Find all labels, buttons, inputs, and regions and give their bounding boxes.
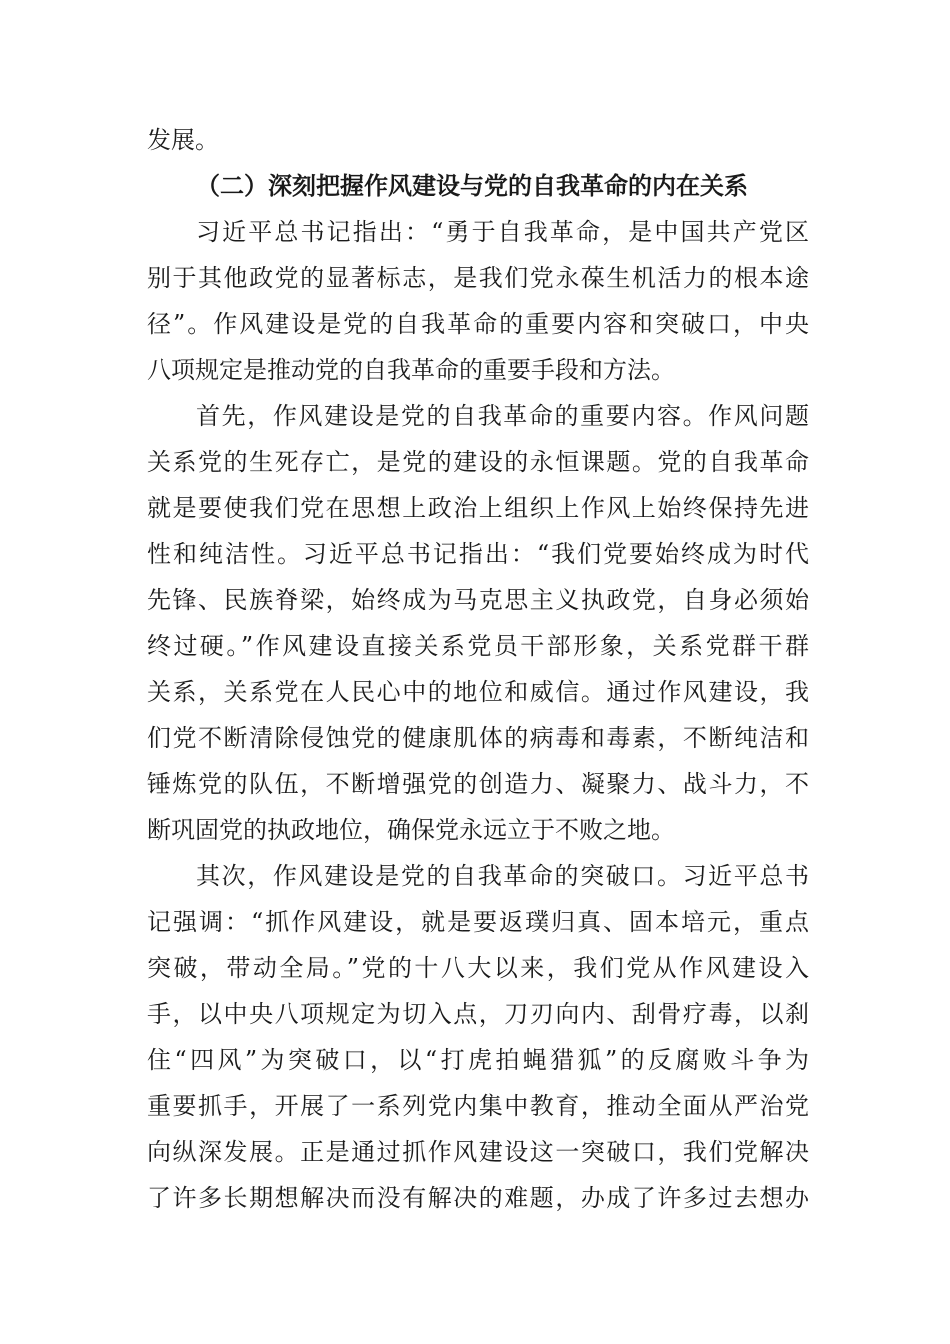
paragraph-line: 重要抓手，开展了一系列党内集中教育，推动全面从严治党: [147, 1092, 809, 1120]
section-heading: （二）深刻把握作风建设与党的自我革命的内在关系: [196, 171, 748, 200]
paragraph-line: 就是要使我们党在思想上政治上组织上作风上始终保持先进: [147, 494, 809, 522]
paragraph-line: 终过硬。”作风建设直接关系党员干部形象，关系党群干群: [147, 632, 809, 660]
paragraph-line: 首先，作风建设是党的自我革命的重要内容。作风问题: [196, 402, 809, 430]
paragraph-line: 向纵深发展。正是通过抓作风建设这一突破口，我们党解决: [147, 1138, 809, 1166]
paragraph-line: 八项规定是推动党的自我革命的重要手段和方法。: [147, 356, 675, 384]
paragraph-line: 断巩固党的执政地位，确保党永远立于不败之地。: [147, 816, 675, 844]
paragraph-line: 先锋、民族脊梁，始终成为马克思主义执政党，自身必须始: [147, 586, 809, 614]
paragraph-line: 突破，带动全局。”党的十八大以来，我们党从作风建设入: [147, 954, 809, 982]
paragraph-line: 关系，关系党在人民心中的地位和威信。通过作风建设，我: [147, 678, 809, 706]
paragraph-line: 了许多长期想解决而没有解决的难题，办成了许多过去想办: [147, 1184, 809, 1212]
paragraph-line: 径”。作风建设是党的自我革命的重要内容和突破口，中央: [147, 310, 809, 338]
paragraph-line: 别于其他政党的显著标志，是我们党永葆生机活力的根本途: [147, 264, 809, 292]
paragraph-line: 记强调：“抓作风建设，就是要返璞归真、固本培元，重点: [147, 908, 809, 936]
paragraph-line: 手，以中央八项规定为切入点，刀刃向内、刮骨疗毒，以刹: [147, 1000, 809, 1028]
paragraph-line: 们党不断清除侵蚀党的健康肌体的病毒和毒素，不断纯洁和: [147, 724, 809, 752]
paragraph-line: 习近平总书记指出：“勇于自我革命，是中国共产党区: [196, 218, 809, 246]
paragraph-line: 关系党的生死存亡，是党的建设的永恒课题。党的自我革命: [147, 448, 809, 476]
paragraph-line: 住“四风”为突破口，以“打虎拍蝇猎狐”的反腐败斗争为: [147, 1046, 809, 1074]
paragraph-line: 锤炼党的队伍，不断增强党的创造力、凝聚力、战斗力，不: [147, 770, 809, 798]
text-line: 发展。: [147, 126, 219, 154]
paragraph-line: 其次，作风建设是党的自我革命的突破口。习近平总书: [196, 862, 809, 890]
paragraph-line: 性和纯洁性。习近平总书记指出：“我们党要始终成为时代: [147, 540, 809, 568]
